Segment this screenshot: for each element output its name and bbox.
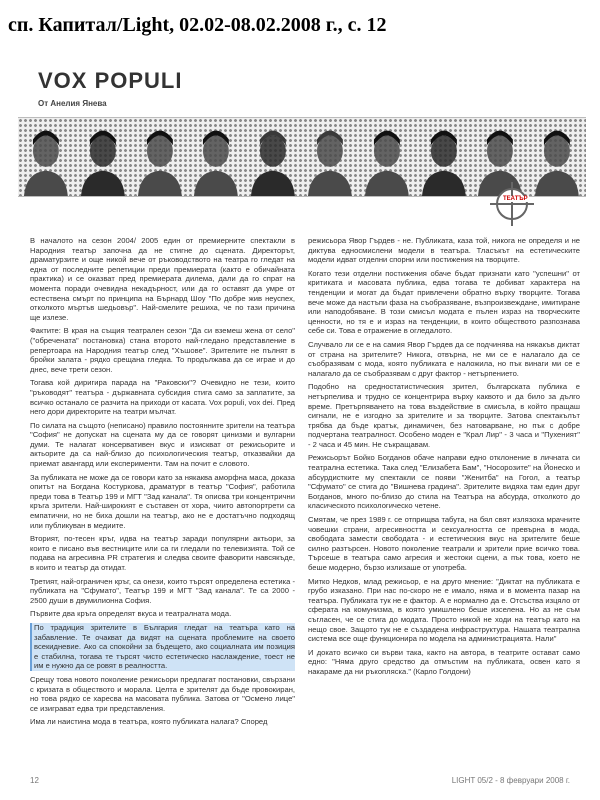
article-paragraph: Режисьорът Бойко Богданов обаче направи едно отклонение в личната си театрална естетика. Така след "Елизабета Бам", "Носорозите" на Йонеско и абсурдистките му спектакли се появи "Женитба" на Гогол, а театър "Сфумато" се стига до "Вишнева градина". Зрителите видяха там един друг Богданов, много по-близо до стила на Театъра на абсурда, отколкото до класическото психологическо четене.: [308, 453, 580, 511]
portrait-photo: [75, 118, 132, 196]
article-title: VOX POPULI: [38, 68, 183, 93]
portrait-photo-strip: [18, 117, 586, 197]
article-column-left: [30, 236, 295, 746]
portrait-photo: [472, 118, 529, 196]
article-paragraph: Вторият, по-тесен кръг, идва на театър заради популярни актьори, за които е писано във вестниците или са ги гледали по телевизията. Той се подава на агресивна PR стратегия и следва своите фаворити навсякъде, в които и театър да отидат.: [30, 534, 295, 572]
article-paragraph: Митко Недков, млад режисьор, е на друго мнение: "Диктат на публиката е грубо изказано. При нас по-скоро не е имало, няма и в момента пазар на театъра. Публиката тук не е фактор. А е нормално да е. Отсъства изцяло от сферата на комунизма, в която умишлено беше изселена. Но аз не съм съгласен, че се стига до модата. Просто никой не ходи на театър като на нещо свое. Защото тук не е създадена инфраструктура. Нашата театрална система все още функционира по модела на администрацията. Нали": [308, 576, 580, 644]
article-paragraph: Първите два кръга определят вкуса и театралната мода.: [30, 609, 232, 619]
portrait-photo: [132, 118, 189, 196]
article-paragraph: В началото на сезон 2004/ 2005 един от премиерните спектакли в Народния театър започна да не стигне до сцената. Директорът, драматурзите и още никой вече от ръководството на театра го гледат на една от последните репетиции преди премиерата (както е обичайната практика) и се оказват пред премиерата дилема, дали да го спрат на момента поради очевидна некадърност, или да го оставят да умре от естествена смърт по принципа на Бърнард Шоу "По добре жив неуспех, отколкото мъртъв шедьовър". Най-смелите решиха, че по тази причина ще излезе.: [30, 236, 295, 322]
article-paragraph: Тогава кой диригира парада на "Раковски"? Очевидно не тези, които "ръководят" театъра - държавната субсидия стига само за заплатите, за всичко останало се разчита на приходи от касата. Vox populi, vox dei. Пред него дори директорите на театри мълчат.: [30, 378, 295, 417]
article-byline: От Анелия Янева: [38, 99, 107, 108]
badge-crosshair-vertical: [511, 182, 513, 226]
article-column-right: [308, 236, 580, 746]
badge-label: ТЕАТЪР: [503, 196, 528, 202]
portrait-photo: [188, 118, 245, 196]
portrait-photo: [18, 118, 75, 196]
article-paragraph: Подобно на средностатистическия зрител, българската публика е нетърпелива и трудно се концентрира върху каквото и да било за дълго време. Претърпяването на това въздействие в смисъла, в който пращаш сигнали, не е изгодно за зрителите и за творците. Затова спектакълът трябва да бъде кратък, динамичен, без натоварване, но пък с добре подчертана театралност. Особено моден е "Крал Лир" - 3 часа и "Пухеният" - 2 часа и 45 мин. Не съкращавам.: [308, 382, 580, 449]
page-number: 12: [30, 776, 39, 785]
article-paragraph: Има ли наистина мода в театъра, която публиката налага? Според: [30, 717, 268, 727]
article-paragraph: По традиция зрителите в България гледат на театъра като на забавление. Те очакват да видят на сцената проблемите на своето всекидневие. Ако са спокойни за бъдещето, ако социалната им позиция е стабилна, тогава те търсят чисто естетическо наслаждение, тоест не им е нужно да се ровят в реалността.: [30, 623, 295, 671]
theater-section-badge: [496, 188, 528, 220]
article-paragraph: Когато тези отделни постижения обаче бъдат признати като "успешни" от критиката и масовата публика, едва тогава те добиват характера на тенденции и могат да бъдат привлечени обратно върху творците. Тогава вече може да настъпи фаза на съобразяване, възпроизвеждане, имитиране или наподобяване. В този смисъл модата е пълен израз на творческите ценности, но тя е и израз на тенденции, в които обществото разпознава себе си. Това е отражение в огледалото.: [308, 268, 580, 336]
article-paragraph: Смятам, че през 1989 г. се отприщва табута, на бял свят излязоха мрачните човешки страни, агресивността и сексуалността се превърна в мода, свободата замести свободата - и естетическия вкус на зрителите беше силно разтърсен. Новото поколение театрали и зрители прие всичко това. Търсеше в театъра само агресия и жестоки сцени, а пък това, което не беше модерно, бързо излизаше от употреба.: [308, 515, 580, 572]
article-paragraph: По силата на същото (неписано) правило постоянните зрители на театъра "София" не допускат на сцената му да се говорят цинизми и вулгарни думи. Те налагат консервативен вкус и изискват от режисьорите и актьорите да са най-близо до психологическия театър, отказвайки да приемат авангард или експерименти. Там на почит е словото.: [30, 420, 295, 469]
portrait-photo: [529, 118, 586, 196]
portrait-photo: [416, 118, 473, 196]
article-paragraph: Срещу това новото поколение режисьори предлагат постановки, свързани с кризата в обществото и морала. Целта е зрителят да бъде провокиран, но това рядко се харесва на масовата публика. Затова от "Осмено лице" се изиграват едва три представления.: [30, 674, 295, 713]
portrait-photo: [359, 118, 416, 196]
issue-info: LIGHT 05/2 - 8 февруари 2008 г.: [451, 776, 570, 785]
article-paragraph: И докато всичко си върви така, както на автора, в театрите остават само едно: "Няма друго средство да отмъстим на публиката, освен като я накараме да ни ръкопляска." (Карло Голдони): [308, 647, 580, 676]
portrait-photo: [245, 118, 302, 196]
portrait-photo: [302, 118, 359, 196]
article-paragraph: Фактите: В края на същия театрален сезон "Да си вземеш жена от село" ("обречената" постановка) стана второто най-гледано представление в репертоара на Народния театър след "Хъшове". Зрителите не пълнят в бройки залата - рядко срещана гледка. То продължава да се играе и до днес, вече трети сезон.: [30, 326, 295, 374]
article-paragraph: За публиката не може да се говори като за някаква аморфна маса, доказа опитът на Богдана Костуркова, драматург в театър "София", работила преди това в Театър 199 и МГТ "Зад канала". Тя описва три концентрични кръга зрители. Най-широкият е съставен от хора, чиито автопортрети са емпатични, но не биха дошли на театър, ако не е достатъчно подходящ или публикуван в медиите.: [30, 472, 295, 530]
source-citation: сп. Капитал/Light, 02.02-08.02.2008 г., с. 12: [8, 14, 387, 36]
article-paragraph: Случвало ли се е на самия Явор Гърдев да се подчинява на някакъв диктат от страна на зрителите? Никога, отвърна, не ми се е налагало да се съобразявам с мода, която публиката е наложила, но пък винаги ми се е налагало да се съобразявам с друг фактор - нетърпението.: [308, 339, 580, 378]
article-paragraph: Третият, най-ограничен кръг, са онези, които търсят определена естетика - публиката на "Сфумато", Театър 199 и МГТ "Зад канала". Те са 2000 - 2500 души в двумилионна София.: [30, 576, 295, 605]
article-paragraph: режисьора Явор Гърдев - не. Публиката, каза той, никога не определя и не диктува едносмислени модели в театъра. Тласъкът на естетическите модели идват отделни спорни или постижения на творците.: [308, 236, 580, 265]
